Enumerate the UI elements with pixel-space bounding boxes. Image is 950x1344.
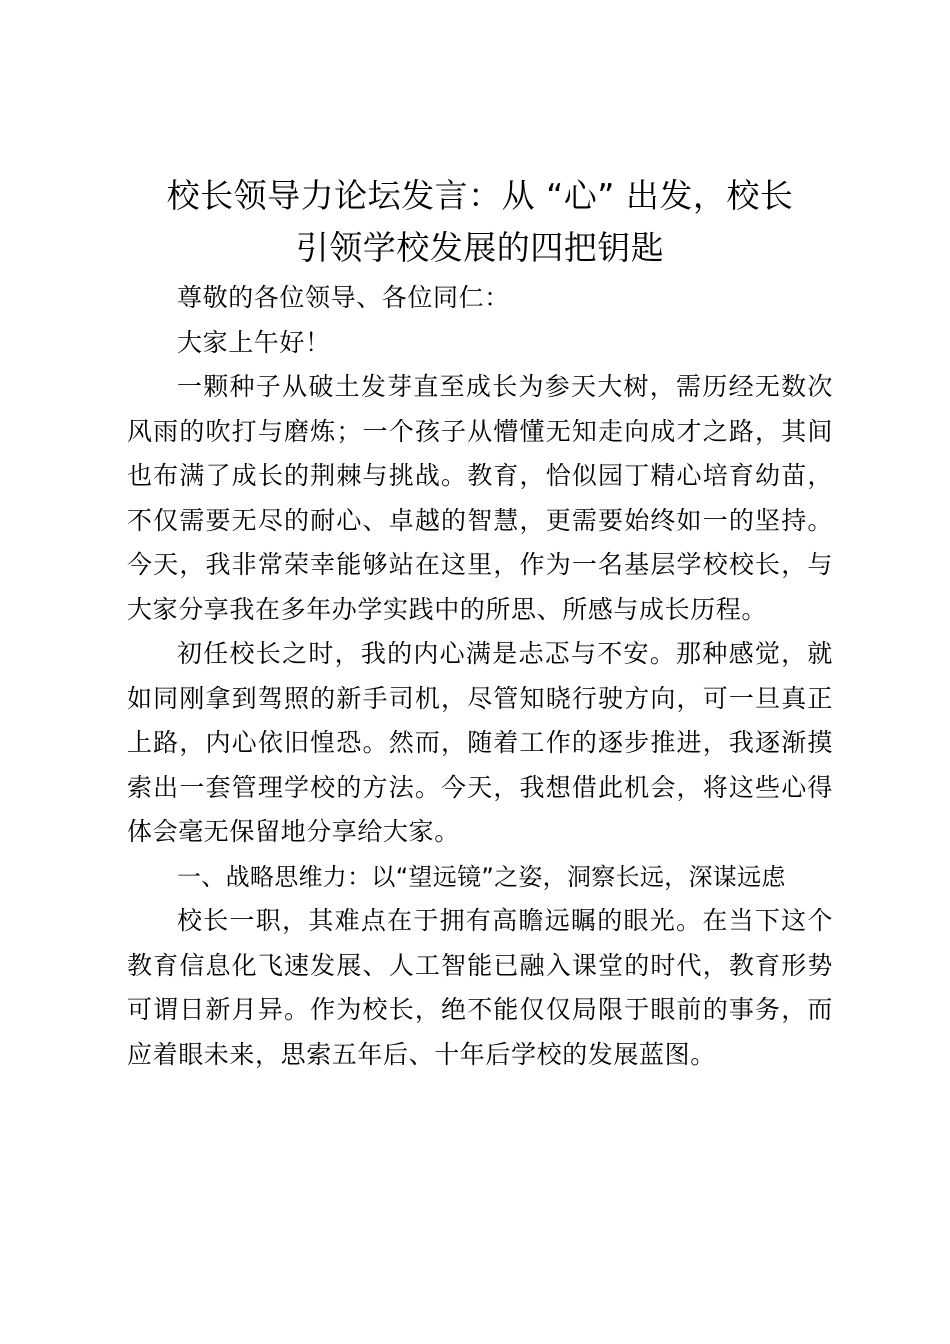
title-line-1: 校长领导力论坛发言：从 “心” 出发，校长 [166,176,794,215]
salutation: 尊敬的各位领导、各位同仁： [177,283,510,312]
paragraph-1: 一颗种子从破土发芽直至成长为参天大树，需历经无数次风雨的吹打与磨炼；一个孩子从懵懂无知走向成才之路，其间也布满了成长的荆棘与挑战。教育，恰似园丁精心培育幼苗，不仅需要无尽的耐心、卓越的智慧，更需要始终如一的坚持。今天，我非常荣幸能够站在这里，作为一名基层学校校长，与大家分享我在多年办学实践中的所思、所感与成长历程。 [127,372,833,624]
document-page [127,170,833,1077]
paragraph-3: 校长一职，其难点在于拥有高瞻远瞩的眼光。在当下这个教育信息化飞速发展、人工智能已融入课堂的时代，教育形势可谓日新月异。作为校长，绝不能仅仅局限于眼前的事务，而应着眼未来，思索五年后、十年后学校的发展蓝图。 [127,906,833,1069]
document-title [117,170,843,274]
greeting: 大家上午好！ [177,327,331,357]
paragraph-2: 初任校长之时，我的内心满是忐忑与不安。那种感觉，就如同刚拿到驾照的新手司机，尽管知晓行驶方向，可一旦真正上路，内心依旧惶恐。然而，随着工作的逐步推进，我逐渐摸索出一套管理学校的方法。今天，我想借此机会，将这些心得体会毫无保留地分享给大家。 [127,639,833,846]
title-line-2: 引领学校发展的四把钥匙 [295,228,665,267]
section-1-heading: 一、战略思维力：以“望远镜”之姿，洞察长远，深谋远虑 [177,862,786,891]
